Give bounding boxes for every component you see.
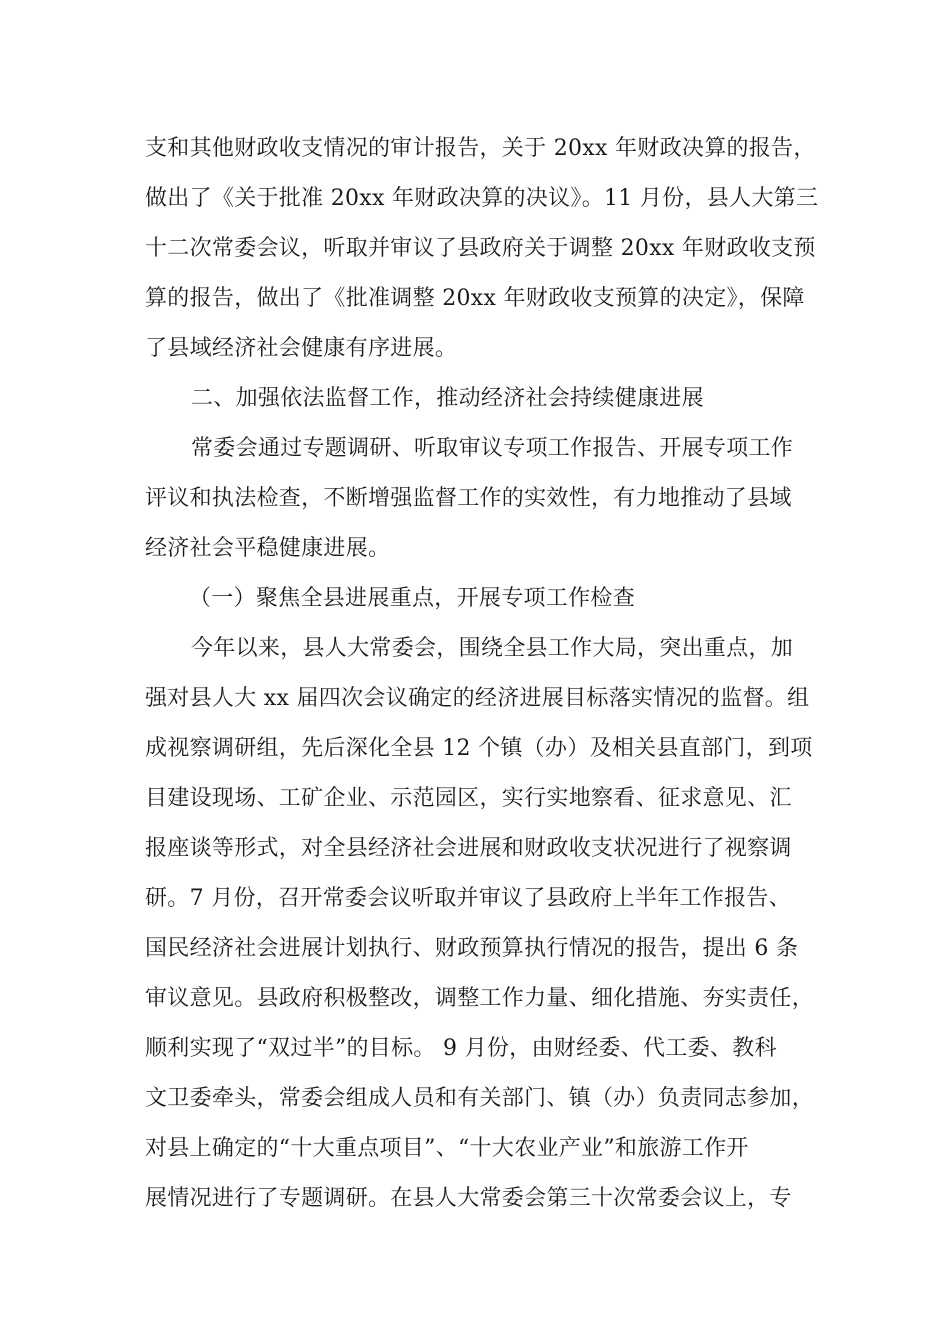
subsection-heading: （一）聚焦全县进展重点，开展专项工作检查 <box>189 586 636 611</box>
text-line: 做出了《关于批准 20xx 年财政决算的决议》。11 月份，县人大第三 <box>145 186 819 211</box>
text-line: 算的报告，做出了《批准调整 20xx 年财政收支预算的决定》，保障 <box>145 286 805 311</box>
text-line: 评议和执法检查，不断增强监督工作的实效性，有力地推动了县域 <box>145 486 792 511</box>
text-line: 今年以来，县人大常委会，围绕全县工作大局，突出重点，加 <box>191 636 794 661</box>
text-line: 文卫委牵头，常委会组成人员和有关部门、镇（办）负责同志参加， <box>145 1086 815 1111</box>
text-line: 强对县人大 xx 届四次会议确定的经济进展目标落实情况的监督。组 <box>145 686 810 711</box>
text-line: 研。7 月份，召开常委会议听取并审议了县政府上半年工作报告、 <box>145 886 791 911</box>
text-line: 了县域经济社会健康有序进展。 <box>145 336 458 361</box>
text-line: 国民经济社会进展计划执行、财政预算执行情况的报告，提出 6 条 <box>145 936 799 961</box>
section-heading: 二、加强依法监督工作，推动经济社会持续健康进展 <box>191 386 704 411</box>
text-line: 常委会通过专题调研、听取审议专项工作报告、开展专项工作 <box>191 436 794 461</box>
text-line: 顺利实现了“双过半”的目标。 9 月份，由财经委、代工委、教科 <box>145 1036 777 1061</box>
text-line: 目建设现场、工矿企业、示范园区，实行实地察看、征求意见、汇 <box>145 786 792 811</box>
text-line: 对县上确定的“十大重点项目”、“十大农业产业”和旅游工作开 <box>145 1136 749 1161</box>
text-line: 审议意见。县政府积极整改，调整工作力量、细化措施、夯实责任， <box>145 986 815 1011</box>
text-line: 成视察调研组，先后深化全县 12 个镇（办）及相关县直部门，到项 <box>145 736 813 761</box>
text-line: 报座谈等形式，对全县经济社会进展和财政收支状况进行了视察调 <box>145 836 792 861</box>
text-line: 十二次常委会议，听取并审议了县政府关于调整 20xx 年财政收支预 <box>145 236 816 261</box>
text-line: 支和其他财政收支情况的审计报告，关于 20xx 年财政决算的报告， <box>145 136 816 161</box>
text-line: 展情况进行了专题调研。在县人大常委会第三十次常委会议上，专 <box>145 1186 792 1211</box>
text-line: 经济社会平稳健康进展。 <box>145 536 391 561</box>
